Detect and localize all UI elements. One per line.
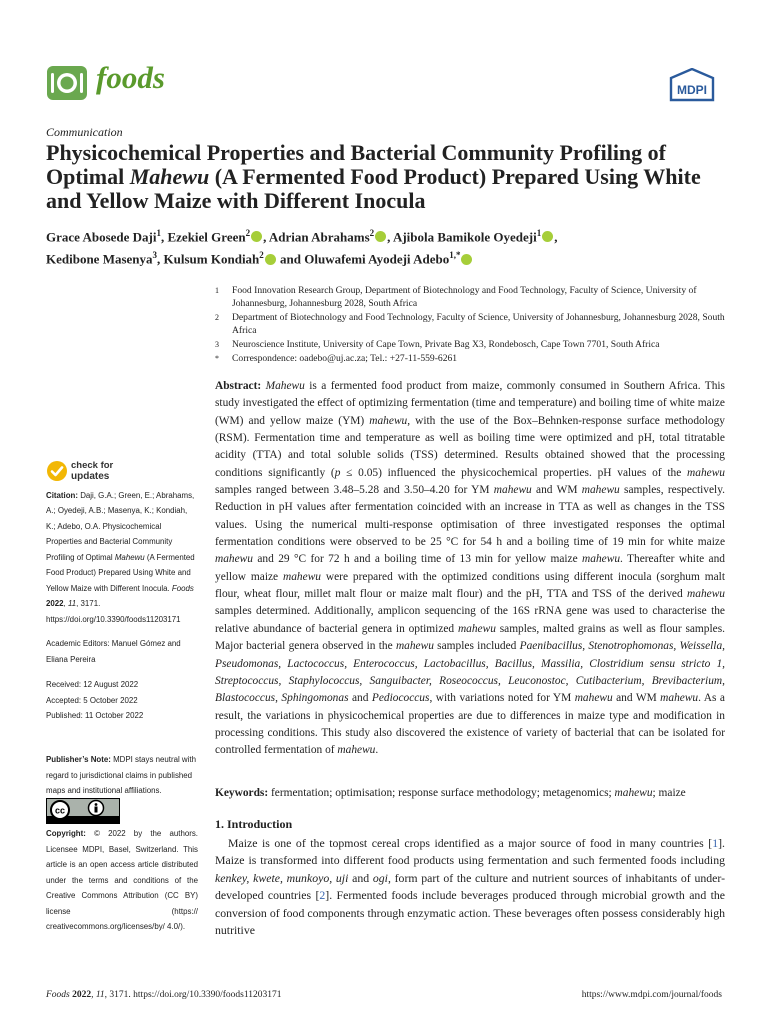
author-name: Kulsum Kondiah: [163, 251, 260, 267]
author-separator: ,: [554, 229, 558, 245]
author-affiliation-sup: 1: [536, 228, 542, 238]
mdpi-logo: [668, 68, 716, 102]
keywords: [215, 785, 725, 802]
affiliation-mark: 1: [215, 286, 219, 295]
affiliation-text: Department of Biotechnology and Food Technology, Faculty of Science, University of Johannesburg, Johannesburg 2028, South Africa: [232, 312, 725, 336]
affiliation-mark: 3: [215, 340, 219, 349]
footer-citation: [46, 990, 281, 1000]
abstract-italic: mahewu: [457, 622, 496, 635]
abstract-italic: Mahewu: [265, 380, 305, 392]
citation-journal: Foods: [171, 583, 194, 593]
abstract-italic: Blastococcus: [215, 692, 276, 705]
intro-italic: kenkey, kwete, munkoyo, uji: [215, 870, 349, 885]
author-name: Ajibola Bamikole Oyedeji: [392, 229, 537, 245]
abstract-italic: mahewu: [337, 744, 376, 757]
section-heading-introduction: 1. Introduction: [215, 817, 293, 831]
check-updates-label-2: updates: [71, 471, 110, 482]
author-name: Kedibone Masenya: [46, 251, 153, 267]
abstract-italic: mahewu: [687, 588, 725, 601]
correspondence: [215, 352, 725, 365]
abstract-italic: mahewu: [283, 570, 321, 583]
foods-logo-icon: [46, 65, 88, 101]
orcid-icon[interactable]: [461, 254, 472, 265]
footer-journal: Foods: [46, 990, 70, 1000]
abstract-text: , with the use of the Box–Behnken-response surface methodology (RSM). Fermentation time and temperature as well as boiling time were optimized and pH, total titratable acidity (TTA) and total soluble solids (TSS) determined. Results obtained showed that the processing conditions significantly (: [215, 414, 725, 479]
publisher-note: [46, 752, 198, 799]
citation: [46, 488, 198, 627]
abstract-text: ≤ 0.05) influenced the physicochemical properties. pH values of the: [340, 466, 688, 479]
abstract-italic: p: [334, 466, 341, 479]
author-affiliation-sup: 2: [245, 228, 251, 238]
author-name: Adrian Abrahams: [268, 229, 370, 245]
author-name: Oluwafemi Ayodeji Adebo: [304, 251, 450, 267]
orcid-icon[interactable]: [375, 231, 386, 242]
affiliation-3: [215, 338, 725, 351]
author-separator: ,: [157, 251, 164, 267]
cc-by-license-icon[interactable]: [46, 798, 120, 824]
abstract-text: is a fermented food product from maize, commonly consumed in Southern Africa. This study investigated the effect of optimizing fermentation (time and temperature) and boiling time of white maize (WM) and yellow maize (YM): [215, 380, 725, 427]
abstract-italic: Paenibacillus, Stenotrophomonas, Weissella, Pseudomonas, Lactococcus, Enterococcus, Lactobacillus, Bacillus, Massilia, Clostridium sensu stricto 1, Streptococcus, Staphylococcus, Sanguibacter, Roseococcus, Leuconostoc, Cutibacterium: [215, 640, 725, 687]
publisher-note-text: MDPI stays neutral with regard to jurisdictional claims in published maps and institutional affiliations.: [46, 755, 196, 795]
orcid-icon[interactable]: [251, 231, 262, 242]
received-date: Received: 12 August 2022: [46, 680, 139, 689]
abstract-text: samples, respectively. Reduction in pH values after fermentation coincided with an increase in TTA as well as changes in the TSS values. Using the numerical multi-response optimisation of three investigated responses the optimal fermentation conditions were observed to be 25 °C for 54 h and a boiling time of 19 min for white maize: [215, 484, 726, 549]
abstract-italic: mahewu: [574, 692, 613, 705]
abstract-text: . As a result, the variations in physicochemical properties are due to differences in maize type and modification in processing conditions. This study also discovered the existence of variety of bacterial that can be isolated for controlled fermentation of: [215, 692, 725, 757]
footer-doi[interactable]: , 3171. https://doi.org/10.3390/foods11203171: [104, 990, 282, 1000]
citation-text: (A Fermented Food Product) Prepared Using White and Yellow Maize with Different Inocula.: [46, 552, 195, 593]
abstract-text: samples ranged between 3.48–5.28 and 3.50–4.20 for YM: [215, 484, 494, 497]
abstract-text: samples determined. Additionally, amplicon sequencing of the 16S rRNA gene was used to characterise the relative abundance of bacterial genera in optimized: [215, 605, 725, 635]
author-separator: ,: [160, 229, 168, 245]
abstract-text: ,: [275, 692, 282, 705]
abstract-text: ,: [722, 674, 725, 687]
author-name: Ezekiel Green: [167, 229, 246, 245]
citation-year: 2022: [46, 599, 64, 609]
correspondence-text: Correspondence: oadebo@uj.ac.za; Tel.: +27-11-559-6261: [232, 353, 458, 364]
reference-link[interactable]: 1: [712, 836, 719, 850]
abstract-italic: mahewu: [215, 553, 253, 566]
abstract-italic: mahewu: [493, 484, 532, 497]
abstract-text: and 29 °C for 72 h and a boiling time of 13 min for yellow maize: [252, 553, 583, 566]
academic-editors: Academic Editors: Manuel Gómez and Eliana Pereira: [46, 639, 181, 664]
abstract-text: were prepared with the optimized conditions using different inocula (sorghum malt flour, wheat flour, millet malt flour or maize malt flour) and the pH, TTA and TSS of the derived: [215, 570, 726, 601]
keywords-italic: mahewu: [614, 787, 653, 799]
citation-doi[interactable]: , 3171. https://doi.org/10.3390/foods11203171: [46, 599, 181, 624]
abstract-italic: mahewu: [581, 484, 620, 497]
journal-name: foods: [96, 60, 165, 95]
affiliation-2: [215, 311, 725, 337]
accepted-date: Accepted: 5 October 2022: [46, 695, 138, 705]
intro-text: , form part of the culture and nutrient sources of inhabitants of under-developed countries [: [215, 870, 725, 903]
copyright: [46, 826, 198, 935]
abstract-text: and WM: [612, 692, 661, 705]
abstract-italic: mahewu: [660, 692, 699, 705]
intro-italic: ogi: [372, 870, 388, 885]
abstract-text: . Thereafter white and yellow maize: [215, 553, 725, 583]
abstract: [215, 378, 725, 760]
abstract-italic: Brevibacterium: [651, 674, 723, 687]
title-part-2: (A Fermented Food Product) Prepared Using White and Yellow Maize with Different Inocula: [46, 164, 701, 213]
author-affiliation-sup: 3: [152, 250, 158, 261]
article-type: Communication: [46, 125, 123, 139]
author-name: Grace Abosede Daji: [46, 229, 157, 245]
author-separator: ,: [387, 229, 393, 245]
check-updates-label-1: check for: [71, 460, 114, 471]
citation-text: Daji, G.A.; Green, E.; Abrahams, A.; Oyedeji, A.B.; Masenya, K.; Kondiah, K.; Adebo, O.A. Physicochemical Properties and Bacterial Community Profiling of Optimal: [46, 491, 195, 562]
publication-dates: [46, 677, 198, 724]
svg-text:cc: cc: [54, 805, 66, 816]
abstract-italic: mahewu: [687, 466, 725, 479]
intro-text: ]. Fermented foods include beverages produced through microbial growth and the conversion of food components through enzymatic action. These beverages often possess considerably high nutritive: [215, 888, 725, 938]
abstract-italic: Pediococcus: [371, 692, 430, 705]
keywords-tail: ; maize: [652, 787, 686, 799]
abstract-text: and WM: [531, 484, 582, 497]
abstract-italic: Sphingomonas: [281, 692, 349, 705]
check-updates-icon: [46, 460, 68, 482]
footer-volume: , 11: [91, 990, 105, 1000]
abstract-text: , with variations noted for YM: [429, 692, 575, 705]
keywords-label: Keywords:: [215, 787, 269, 799]
abstract-text: and: [348, 692, 372, 705]
abstract-text: .: [375, 744, 379, 757]
abstract-italic: mahewu: [582, 553, 621, 566]
citation-label: Citation:: [46, 491, 78, 500]
mdpi-logo-text: MDPI: [677, 83, 707, 97]
abstract-italic: mahewu: [395, 640, 434, 653]
author-affiliation-sup: 2: [259, 250, 264, 261]
title-italic: Mahewu: [129, 164, 210, 189]
article-title: [46, 141, 736, 213]
introduction-paragraph: [215, 835, 725, 939]
check-for-updates-button[interactable]: [46, 458, 156, 488]
publisher-note-label: Publisher’s Note:: [46, 755, 111, 764]
affiliation-mark: *: [215, 354, 219, 363]
citation-volume: , 11: [63, 599, 77, 609]
footer-year: 2022: [69, 990, 92, 1000]
abstract-label: Abstract:: [215, 380, 262, 392]
intro-text: Maize is one of the topmost cereal crops identified as a major source of food in many countries [: [228, 836, 713, 850]
keywords-text: fermentation; optimisation; response surface methodology; metagenomics;: [268, 787, 615, 799]
orcid-icon[interactable]: [265, 254, 276, 265]
abstract-italic: mahewu: [369, 414, 408, 427]
copyright-label: Copyright:: [46, 829, 86, 838]
author-list: [46, 224, 736, 269]
author-separator: and: [276, 251, 305, 267]
abstract-text: ,: [641, 674, 652, 687]
abstract-text: samples, malted grains as well as flour samples. Major bacterial genera observed in the: [215, 622, 725, 653]
affiliation-text: Food Innovation Research Group, Department of Biotechnology and Food Technology, Faculty of Science, University of Johannesburg, Johannesburg 2028, South Africa: [232, 285, 697, 309]
affiliation-text: Neuroscience Institute, University of Cape Town, Private Bag X3, Rondebosch, Cape Town 7701, South Africa: [232, 339, 660, 350]
copyright-text: © 2022 by the authors. Licensee MDPI, Basel, Switzerland. This article is an open access article distributed under the terms and conditions of the Creative Commons Attribution (CC BY) license (https:// creativecommons.org/licenses/by/ 4.0/).: [46, 829, 198, 931]
footer-journal-url[interactable]: https://www.mdpi.com/journal/foods: [581, 990, 722, 1000]
author-separator: ,: [263, 229, 269, 245]
intro-text: and: [348, 870, 373, 885]
affiliation-mark: 2: [215, 313, 219, 322]
author-affiliation-sup: 1: [156, 228, 161, 238]
citation-italic: Mahewu: [114, 552, 145, 562]
affiliation-1: [215, 284, 725, 310]
abstract-text: samples included: [433, 640, 520, 653]
affiliation-list: [215, 284, 725, 365]
published-date: Published: 11 October 2022: [46, 711, 144, 720]
orcid-icon[interactable]: [542, 231, 553, 242]
author-affiliation-sup: 2: [369, 228, 375, 238]
title-part-1: Physicochemical Properties and Bacterial Community Profiling of Optimal: [46, 140, 666, 189]
intro-text: ]. Maize is transformed into different food products using fermentation and such fermented foods including: [215, 836, 725, 868]
reference-link[interactable]: 2: [319, 888, 326, 903]
author-affiliation-sup: 1,*: [449, 250, 461, 261]
